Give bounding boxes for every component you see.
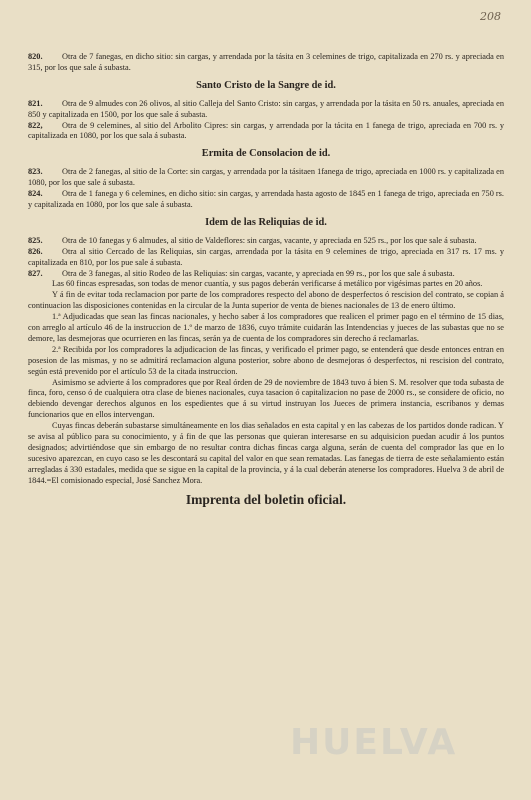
entry-number: 827. [28, 268, 43, 278]
entry-number: 821. [28, 98, 43, 108]
paragraph: Cuyas fincas deberán subastarse simultáneamente en los dias señalados en esta capital y en las cabezas de los partidos donde radican. Y se avisa al público para su conocimiento, y á fin de que las personas que quieran interesarse en su adquisicion puedan acudir á los puntos designados; advirtiéndose que sin embargo de no resultar contra dichas fincas carga alguna, serán de cuenta del comprador las que en lo sucesivo aparezcan, en cuyo caso se les descontará su capital del valor en que sean rematadas. Las fanegas de tierra de este señalamiento están arregladas á 330 estadales, medida que se sigue en la capital de la provincia, y á la cual deberán atenerse los compradores. Huelva 3 de abril de 1844.=El comisionado especial, José Sanchez Mora. [28, 421, 504, 485]
paragraph: Las 60 fincas espresadas, son todas de menor cuantía, y sus pagos deberán verificarse á metálico por vigésimas partes en 20 años. [52, 279, 483, 289]
paragraph: Y á fin de evitar toda reclamacion por parte de los compradores respecto del abono de desperfectos ó rescision del contrato, se copian á continuacion las disposiciones contenidas en la circular de la Junta superior de venta de bienes nacionales de 13 de enero último. [28, 290, 504, 311]
paragraph: 2.ª Recibida por los compradores la adjudicacion de las fincas, y verificado el primer pago, se entenderá que desde entonces entran en posesion de las mismas, y no se admitirá reclamacion alguna posterior, sobre abono de desmejoras ó desperfectos, ni rescision del contrato, según está prevenido por el artículo 53 de la citada instruccion. [28, 344, 504, 376]
section-heading: Santo Cristo de la Sangre de id. [196, 79, 336, 91]
entry-number: 825. [28, 235, 43, 245]
list-item [28, 269, 504, 280]
entry-text: Otra al sitio Cercado de las Reliquias, sin cargas, arrendada por la tásita en 9 celemines de trigo, apreciada en 317 rs. 17 ms. y capitalizada en 810, por los pue sale á subasta. [28, 246, 504, 267]
page-number: 208 [480, 10, 501, 23]
entry-text: Otra de 9 celemines, al sitio del Arbolito Cipres: sin cargas, y arrendada por la tácita en 1 fanega de trigo, apreciada en 700 rs. y capitalizada en 1080, por los que sala á subasta. [28, 120, 504, 141]
paragraph: 1.ª Adjudicadas que sean las fincas nacionales, y hecho saber á los compradores que realicen el primer pago en el término de 15 dias, con arreglo al artículo 46 de la instruccion de 1.º de marzo de 1836, cuyo trámite cuidarán las Intendencias y jueces de las subastas que no se demore, las desmejoras que ocurrieren en las fincas, serán ya de cuenta de los compradores sin derecho á reclamarlas. [28, 312, 504, 343]
entry-text: Otra de 7 fanegas, en dicho sitio: sin cargas, y arrendada por la tásita en 3 celemines de trigo, capitalizada en 270 rs. y apreciada en 315, por los que sale á subasta. [28, 52, 504, 72]
entry-number: 826. [28, 246, 43, 256]
entry-number: 824. [28, 189, 43, 199]
list-item [28, 167, 504, 189]
entry-number: 822, [28, 120, 43, 130]
entry-text: Otra de 2 fanegas, al sitio de la Corte: sin cargas, y arrendada por la tásitaen 1fanega de trigo, apreciada en 1000 rs. y capitalizada en 1080, por los que sale á subasta. [28, 167, 504, 188]
list-item [28, 236, 504, 247]
watermark: HUELVA [290, 722, 458, 763]
list-item [28, 121, 504, 143]
list-item [28, 99, 504, 121]
printer-imprint: Imprenta del boletin oficial. [185, 491, 347, 507]
section-heading: Idem de las Reliquias de id. [205, 216, 327, 228]
paragraph: Asimismo se advierte á los compradores que por Real órden de 29 de noviembre de 1843 tuvo á bien S. M. resolver que toda subasta de finca, foro, censo ó de cualquiera otra clase de bienes nacionales, cuya tasacion ó capitalizacion no pase de 2000 rs., se considere de oficio, no debiendo devengar derechos algunos en los espedientes que á su virtud instruyan los Jueces de primera instancia, escribanos y demas funcionarios que en ellos intervengan. [28, 377, 504, 420]
list-item [28, 247, 504, 269]
entry-text: Otra de 3 fanegas, al sitio Rodeo de las Reliquias: sin cargas, vacante, y apreciada en 99 rs., por los que sale á subasta. [62, 268, 455, 278]
entry-text: Otra de 10 fanegas y 6 almudes, al sitio de Valdeflores: sin cargas, vacante, y apreciada en 525 rs., por los que sale á subasta. [62, 235, 477, 245]
entry-number: 820. [28, 52, 43, 61]
entry-text: Otra de 9 almudes con 26 olivos, al sitio Calleja del Santo Cristo: sin cargas, y arrendada por la tásita en 50 rs. anuales, apreciada en 850 y capitalizada en 1500, por los que sale á subasta. [28, 98, 504, 119]
section-heading: Ermita de Consolacion de id. [201, 148, 331, 160]
entry-text: Otra de 1 fanega y 6 celemines, en dicho sitio: sin cargas, y arrendada hasta agosto de 1845 en 1 fanega de trigo, apreciada en 750 rs. y capitalizada en 1080, por los que sale á subasta. [28, 189, 504, 209]
list-item [28, 52, 504, 74]
list-item [28, 189, 504, 211]
entry-number: 823. [28, 167, 43, 177]
document-body [28, 52, 504, 506]
